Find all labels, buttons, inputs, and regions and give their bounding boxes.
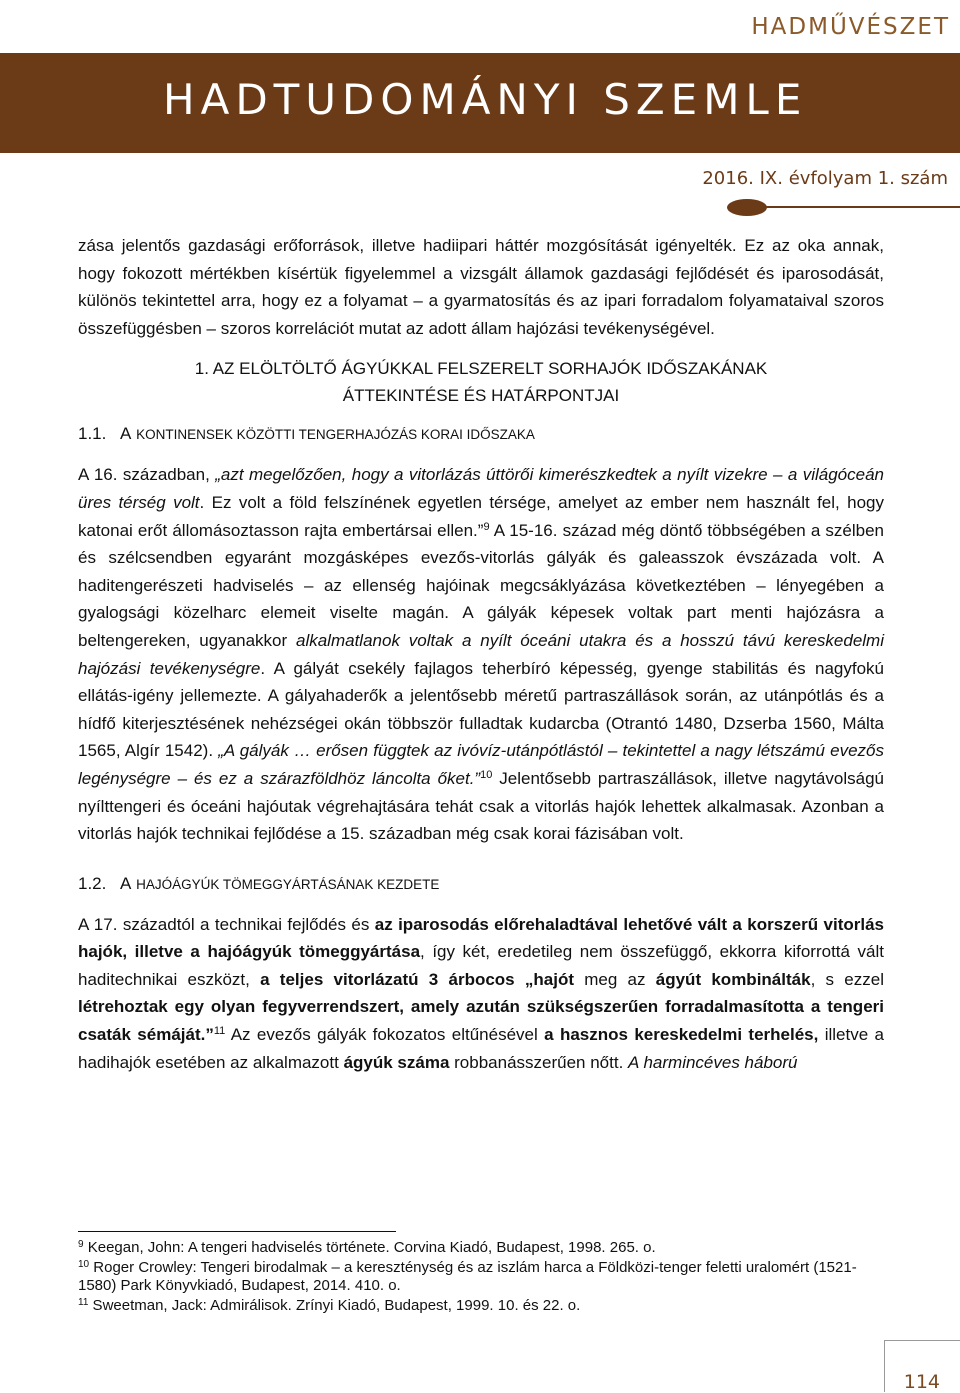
emphasis-bold: a hasznos kereskedelmi terhelés,: [544, 1025, 819, 1045]
text-run: A 16. században,: [78, 465, 216, 485]
subsection-title-initial: A: [120, 873, 132, 893]
footnote-ref-11[interactable]: 11: [213, 1025, 226, 1038]
journal-banner: [0, 53, 960, 153]
emphasis-bold: az iparosodás előrehaladtával lehetővé vált a korszerű vitorlás hajók, illetve a hajóágyúk tömeggyártása: [78, 914, 884, 962]
subsection-title: KONTINENSEK KÖZÖTTI TENGERHAJÓZÁS KORAI IDŐSZAKA: [136, 427, 535, 443]
paragraph-2: [78, 461, 884, 847]
section-heading-number: 1.: [194, 359, 209, 379]
emphasis-bold: létrehoztak egy olyan fegyverrendszert, amely azután szükségszerűen forradalmasította a tengeri csaták sémáját.”: [78, 997, 884, 1045]
footnote-number: 10: [78, 1258, 90, 1270]
emphasis-bold: ágyút kombinálták: [655, 969, 811, 989]
text-run: , s ezzel: [810, 969, 884, 989]
subsection-heading-1-2: [78, 870, 884, 898]
footnote-number: 11: [78, 1296, 89, 1308]
text-run: robbanásszerűen nőtt.: [449, 1052, 629, 1072]
paragraph-3: [78, 911, 884, 1077]
footnote-separator: [78, 1231, 396, 1232]
paragraph-1: zása jelentős gazdasági erőforrások, illetve hadiipari háttér mozgósítását igényelték. Ez az oka annak, hogy fokozott mértékben kísértük figyelemmel a vizsgált államok gazdasági fejlődését és iparosodását, különös tekintettel arra, hogy ez a folyamat – a gyarmatosítás és az ipari forradalom folyamataival szoros összefüggésben – szoros korrelációt mutat az adott állam hajózási tevékenységével.: [78, 236, 884, 338]
emphasis-bold: a teljes vitorlázatú 3 árbocos „hajót: [260, 969, 574, 989]
text-run: Az evezős gályák fokozatos eltűnésével: [225, 1025, 545, 1045]
footnote-text: Roger Crowley: Tengeri birodalmak – a kereszténység és az iszlám harca a Földközi-tenger feletti uralomért (1521-1580) Park Könyvkiadó, Budapest, 2014. 410. o.: [78, 1258, 857, 1294]
emphasis-italic: A harmincéves háború: [628, 1052, 798, 1072]
footnote-10: [78, 1259, 888, 1296]
quote-italic: „A gályák … erősen függtek az ivóvíz-utánpótlástól – tekintettel a nagy létszámú evezős legénységre – és ez a szárazföldhöz láncolta őket.”: [78, 741, 884, 788]
section-heading-line2: ÁTTEKINTÉSE ÉS HATÁRPONTJAI: [342, 386, 620, 406]
text-run: illetve a hadihajók esetében az alkalmazott: [78, 1025, 885, 1072]
article-body: [78, 232, 884, 1076]
section-label: HADMŰVÉSZET: [751, 14, 950, 40]
footnote-9: [78, 1239, 888, 1258]
section-heading-1: [78, 355, 884, 409]
footnote-ref-10[interactable]: 10: [480, 768, 493, 781]
text-run: A 15-16. század még döntő többségében a szélben és szélcsendben egyaránt mozgásképes evezős-vitorlás gályák és galeasszok évszázada volt. A haditengerészeti hadviselés – az ellenség hajóinak megcsáklyázása következtében – lényegében a gyalogsági közelharc elemeit viselte magán. A gályák képesek voltak part menti hajózásra a beltengereken, ugyanakkor: [78, 520, 884, 650]
subsection-title-initial: A: [120, 424, 132, 444]
footnotes: [78, 1239, 888, 1316]
subsection-number: 1.1.: [78, 424, 107, 444]
page-number: 114: [903, 1371, 940, 1393]
footnote-text: Sweetman, Jack: Admirálisok. Zrínyi Kiadó, Budapest, 1999. 10. és 22. o.: [88, 1296, 581, 1314]
header-ornament: [727, 199, 767, 216]
subsection-title: HAJÓÁGYÚK TÖMEGGYÁRTÁSÁNAK KEZDETE: [136, 876, 440, 892]
text-run: Jelentősebb partraszállások, illetve nagytávolságú nyílttengeri és óceáni hajóutak végrehajtására tehát csak a vitorlás hajók lehettek alkalmasak. Azonban a vitorlás hajók technikai fejlődése a 15. században még csak korai fázisában volt.: [78, 768, 884, 844]
subsection-number: 1.2.: [78, 873, 107, 893]
subsection-heading-1-1: [78, 420, 884, 448]
issue-label: 2016. IX. évfolyam 1. szám: [702, 168, 948, 189]
section-heading-line1: AZ ELÖLTÖLTŐ ÁGYÚKKAL FELSZERELT SORHAJÓK IDŐSZAKÁNAK: [212, 359, 768, 379]
emphasis-italic: alkalmatlanok voltak a nyílt óceáni utakra és a hosszú távú kereskedelmi hajózási tevékenységre: [78, 630, 884, 678]
footnote-text: Keegan, John: A tengeri hadviselés története. Corvina Kiadó, Budapest, 1998. 265. o.: [83, 1239, 656, 1256]
text-run: meg az: [573, 969, 656, 989]
text-run: . Ez volt a föld felszínének egyetlen térsége, amelyet az ember nem használt fel, hogy katonai erőt állomásoztasson rajta embertársai ellen.”: [78, 492, 884, 540]
text-run: A 17. századtól a technikai fejlődés és: [78, 914, 375, 934]
footnote-ref-9[interactable]: 9: [483, 520, 490, 533]
quote-italic: „azt megelőzően, hogy a vitorlázás úttörői kimerészkedtek a nyílt vizekre – a világóceán üres térség volt: [78, 465, 885, 512]
journal-title: HADTUDOMÁNYI SZEMLE: [163, 75, 808, 124]
emphasis-bold: ágyúk száma: [343, 1052, 450, 1072]
footnote-11: [78, 1297, 888, 1316]
text-run: . A gályát csekély fajlagos teherbíró képesség, gyenge stabilitás és nagyfokú ellátás-igény jellemezte. A gályahaderők a jelentősebb méretű partraszállások során, az utánpótlás és a hídfő kiterjesztésének nehézségei okán többször fulladtak kudarcba (Otrantó 1480, Dzserba 1560, Málta 1565, Algír 1542).: [78, 658, 884, 761]
footnote-number: 9: [78, 1239, 84, 1250]
text-run: , így két, eredetileg nem összefüggő, ekkorra kiforrottá vált haditechnikai eszközt,: [78, 942, 884, 989]
